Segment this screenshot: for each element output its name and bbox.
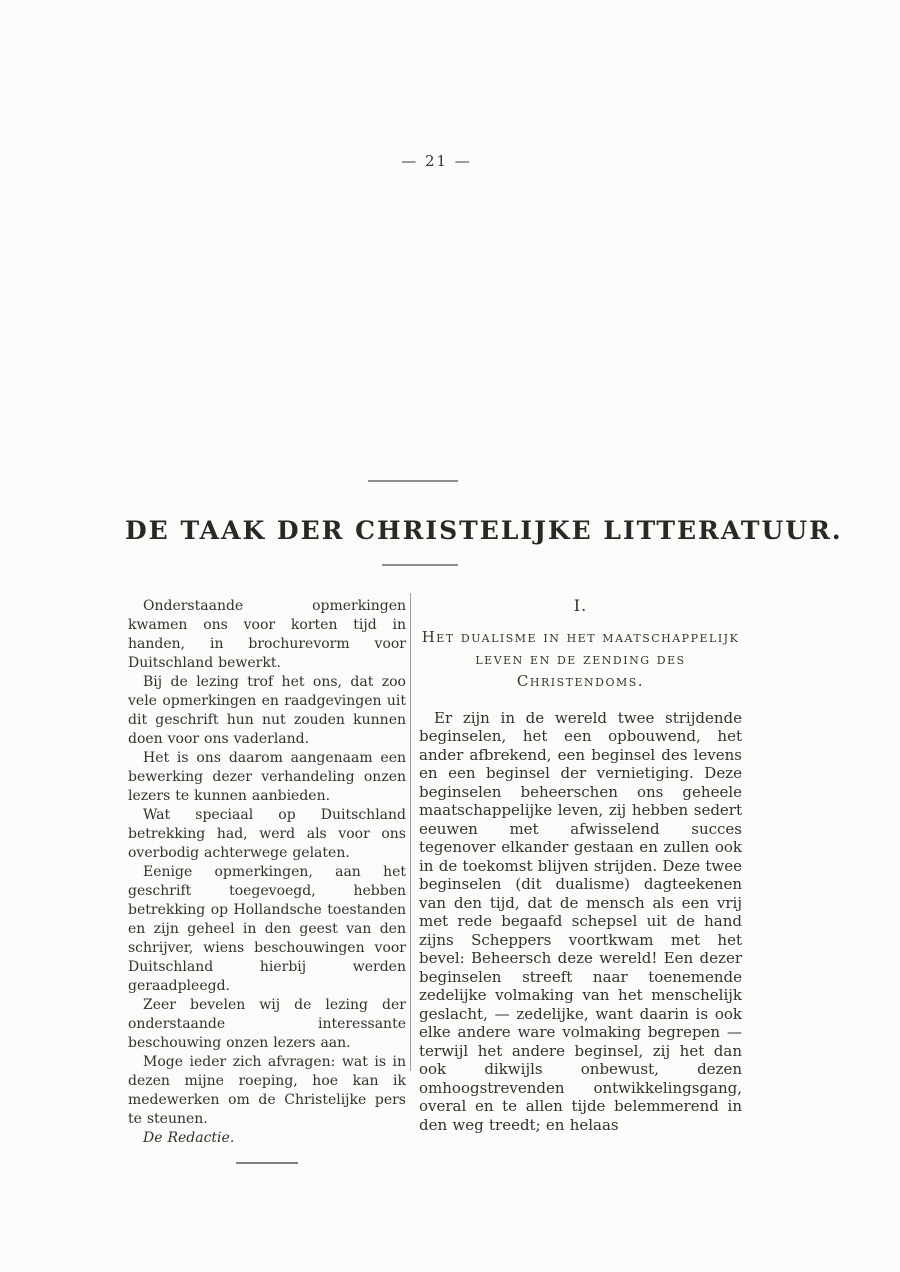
section-heading xyxy=(419,626,742,692)
left-column-end-rule xyxy=(236,1162,298,1164)
paragraph: Bij de lezing trof het ons, dat zoo vele opmerkingen en raadgevingen uit dit geschrift hun nut zouden kunnen doen voor ons vaderland. xyxy=(128,674,406,747)
title-rule-bottom xyxy=(382,564,458,566)
section-heading-line: leven en de zending des xyxy=(475,649,686,668)
paragraph: Wat speciaal op Duitschland betrekking had, werd als voor ons overbodig achterwege gelaten. xyxy=(128,807,406,861)
paragraph: Eenige opmerkingen, aan het geschrift toegevoegd, hebben betrekking op Hollandsche toestanden en zijn geheel in den geest van den schrijver, wiens beschouwingen voor Duitschland hierbij werden geraadpleegd. xyxy=(128,864,406,994)
body-paragraph: Er zijn in de wereld twee strijdende beginselen, het een opbouwend, het ander afbrekend, een beginsel des levens en een beginsel der vernietiging. Deze beginselen beheerschen ons geheele maatschappelijke leven, zij hebben sedert eeuwen met afwisselend succes tegenover elkander gestaan en zullen ook in de toekomst blijven strijden. Deze twee beginselen (dit dualisme) dagteekenen van den tijd, dat de mensch als een vrij met rede begaafd schepsel uit de hand zijns Scheppers voortkwam met het bevel: Beheersch deze wereld! Een dezer beginselen streeft naar toenemende zedelijke volmaking van het menschelijk geslacht, — zedelijke, want daarin is ook elke andere ware volmaking begrepen — terwijl het andere beginsel, zij het dan ook dikwijls onbewust, dezen omhoogstrevenden ontwikkelingsgang, overal en te allen tijde belemmerend in den weg treedt; en helaas xyxy=(419,708,742,1134)
page-title: DE TAAK DER CHRISTELIJKE LITTERATUUR. xyxy=(125,516,843,545)
page-number: — 21 — xyxy=(401,152,472,170)
paragraph: Moge ieder zich afvragen: wat is in dezen mijne roeping, hoe kan ik medewerken om de Christelijke pers te steunen. xyxy=(128,1054,406,1127)
right-column xyxy=(419,597,742,1134)
paragraph: Zeer bevelen wij de lezing der onderstaande interessante beschouwing onzen lezers aan. xyxy=(128,997,406,1051)
title-rule-top xyxy=(368,480,458,482)
paragraph: Onderstaande opmerkingen kwamen ons voor korten tijd in handen, in brochurevorm voor Duitschland bewerkt. xyxy=(128,598,406,671)
editorial-signature: De Redactie. xyxy=(143,1130,235,1146)
left-column xyxy=(128,597,406,1164)
column-divider xyxy=(410,593,411,1071)
section-number: I. xyxy=(573,596,588,615)
paragraph: Het is ons daarom aangenaam een bewerking dezer verhandeling onzen lezers te kunnen aanbieden. xyxy=(128,750,406,804)
section-heading-line: Christendoms. xyxy=(516,671,645,690)
section-heading-line: Het dualisme in het maatschappelijk xyxy=(421,627,740,646)
